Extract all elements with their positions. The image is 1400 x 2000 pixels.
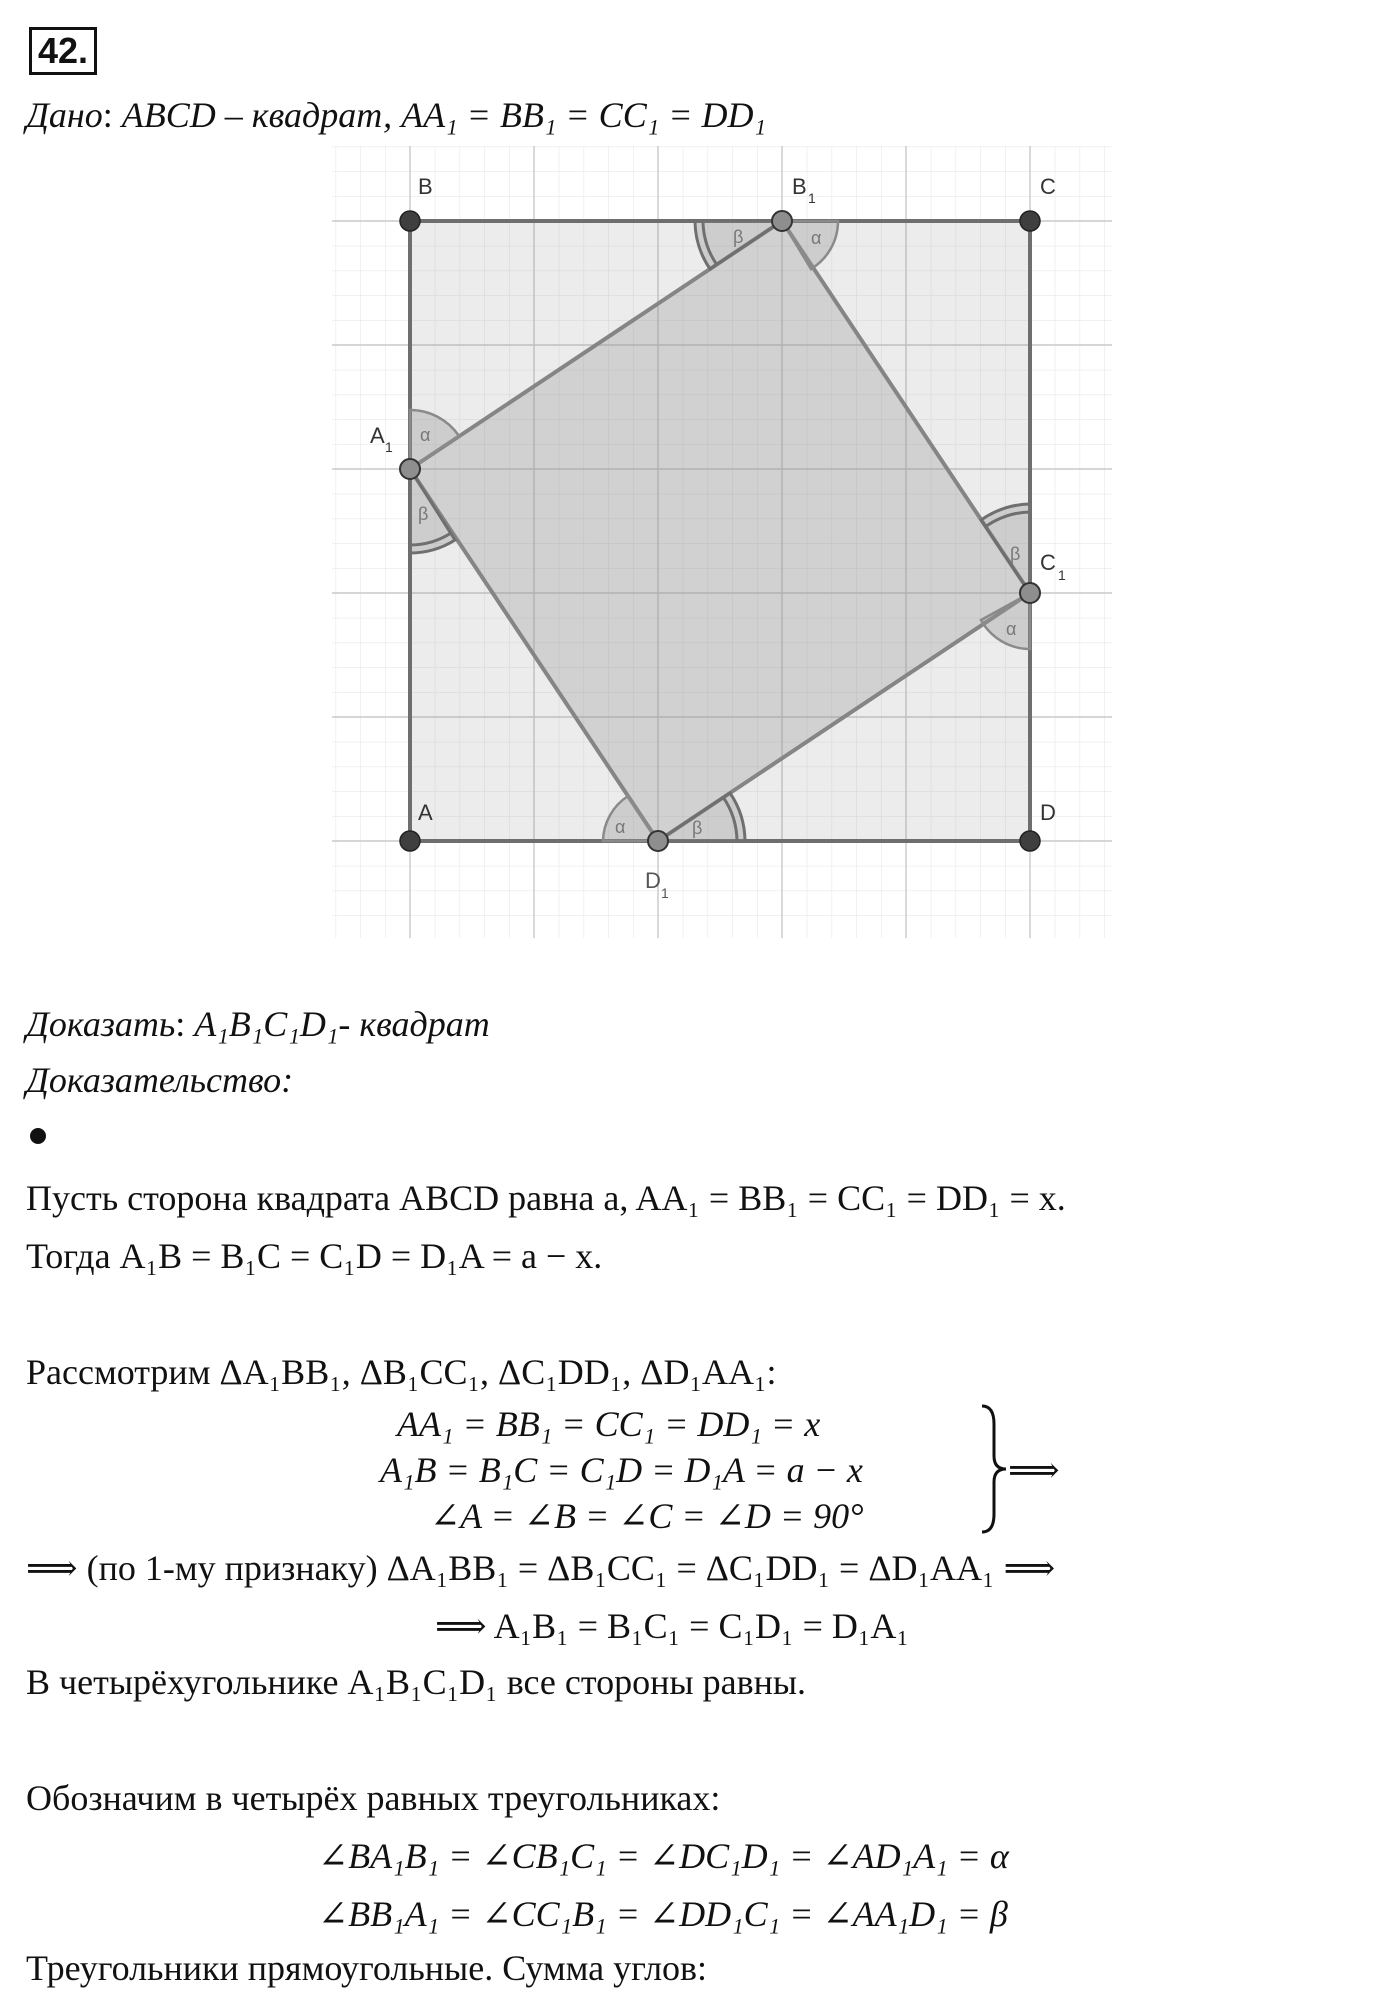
label-b: B	[418, 174, 433, 199]
label-b1: B	[792, 174, 807, 199]
system-implies: ⟹	[1008, 1450, 1060, 1490]
given-content: ABCD – квадрат, AA₁ = BB₁ = CC₁ = DD₁	[121, 95, 767, 135]
geometry-diagram	[320, 140, 1120, 940]
proof-line-10: Треугольники прямоугольные. Сумма углов:	[26, 1948, 708, 1988]
label-d1: D	[645, 868, 661, 893]
system-line-1: AA₁ = BB₁ = CC₁ = DD₁ = x	[397, 1404, 821, 1444]
label-d1-sub: 1	[661, 885, 669, 901]
proof-line-3: Рассмотрим ΔA₁BB₁, ΔB₁CC₁, ΔC₁DD₁, ΔD₁AA₁:	[26, 1352, 777, 1392]
alpha-label-c1: α	[1006, 619, 1017, 639]
beta-label-b1: β	[733, 227, 744, 247]
proof-line-1: Пусть сторона квадрата ABCD равна a, AA₁ = BB₁ = CC₁ = DD₁ = x.	[26, 1178, 1066, 1218]
bullet-point	[30, 1128, 46, 1144]
label-d: D	[1040, 800, 1056, 825]
alpha-label-d1: α	[615, 817, 626, 837]
prove-label: Доказать	[26, 1004, 176, 1044]
system-line-2: A₁B = B₁C = C₁D = D₁A = a − x	[380, 1450, 863, 1490]
proof-line-2: Тогда A₁B = B₁C = C₁D = D₁A = a − x.	[26, 1236, 603, 1276]
label-a: A	[418, 800, 433, 825]
prove-content: A₁B₁C₁D₁- квадрат	[194, 1004, 490, 1044]
beta-label-a1: β	[418, 504, 429, 524]
label-a1-sub: 1	[385, 439, 393, 455]
label-c1-sub: 1	[1058, 567, 1066, 583]
proof-line-4: ⟹ (по 1-му признаку) ΔA₁BB₁ = ΔB₁CC₁ = ΔC₁DD₁ = ΔD₁AA₁ ⟹	[26, 1548, 1056, 1588]
given-colon: :	[102, 95, 113, 135]
prove-colon: :	[175, 1004, 186, 1044]
given-line	[26, 93, 766, 137]
label-c: C	[1040, 174, 1056, 199]
label-a1: A	[370, 423, 385, 448]
proof-line-6: В четырёхугольнике A₁B₁C₁D₁ все стороны равны.	[26, 1662, 807, 1702]
given-label: Дано	[26, 95, 103, 135]
proof-line-9: ∠BB₁A₁ = ∠CC₁B₁ = ∠DD₁C₁ = ∠AA₁D₁ = β	[318, 1894, 1008, 1934]
beta-label-c1: β	[1010, 544, 1021, 564]
beta-label-d1: β	[692, 818, 703, 838]
alpha-label-a1: α	[420, 425, 431, 445]
problem-number: 42.	[29, 27, 97, 75]
system-brace	[980, 1404, 1008, 1534]
label-c1: C	[1040, 550, 1056, 575]
proof-line-8: ∠BA₁B₁ = ∠CB₁C₁ = ∠DC₁D₁ = ∠AD₁A₁ = α	[318, 1836, 1009, 1876]
alpha-label-b1: α	[811, 228, 822, 248]
label-b1-sub: 1	[808, 190, 816, 206]
prove-line	[26, 1002, 490, 1046]
proof-line-7: Обозначим в четырёх равных треугольниках:	[26, 1778, 721, 1818]
proof-line-5: ⟹ A₁B₁ = B₁C₁ = C₁D₁ = D₁A₁	[435, 1606, 909, 1646]
proof-label: Доказательство:	[26, 1060, 294, 1100]
system-line-3: ∠A = ∠B = ∠C = ∠D = 90°	[430, 1496, 864, 1536]
